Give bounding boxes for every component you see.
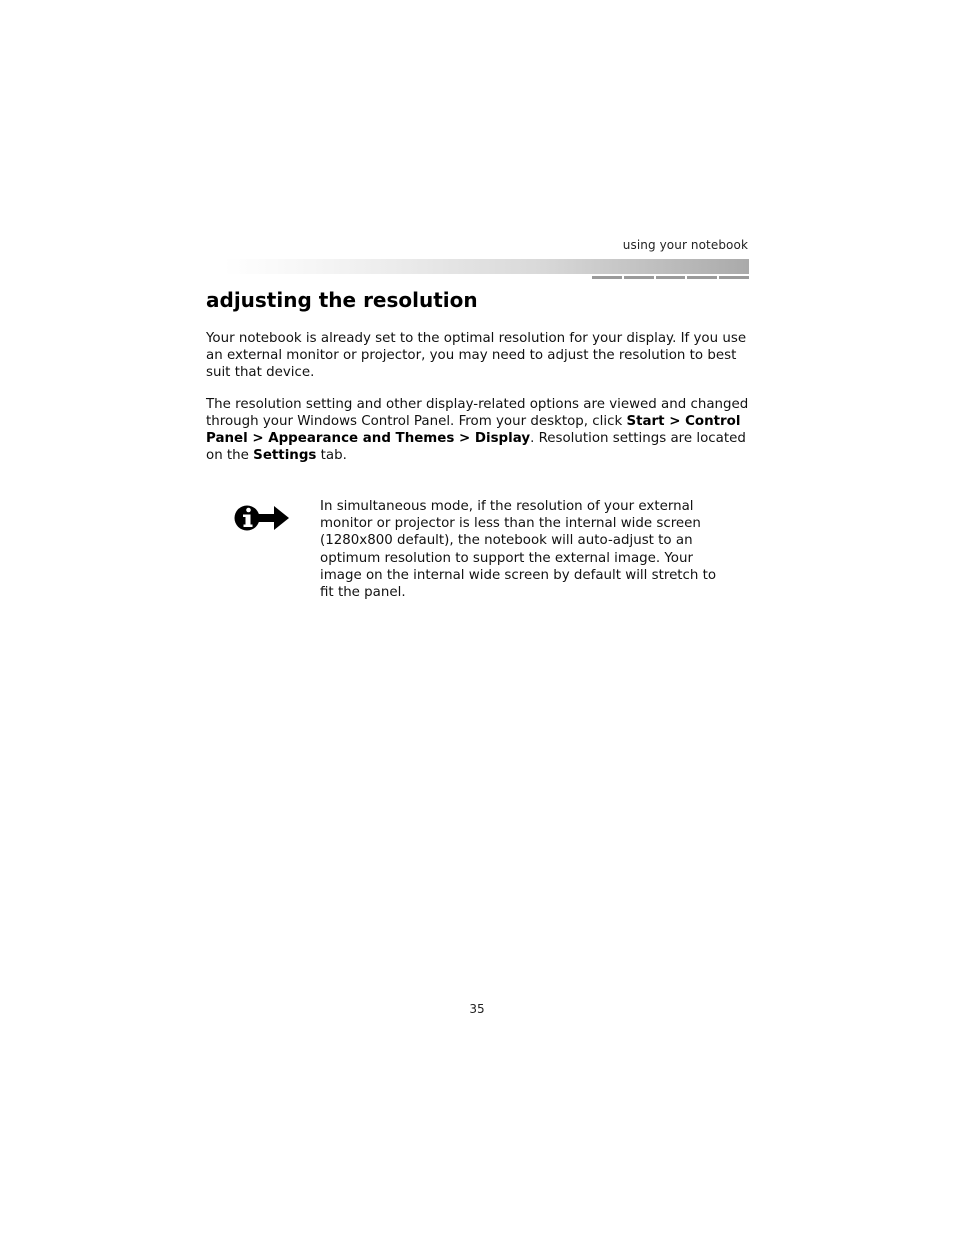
header-segment: [656, 276, 686, 279]
instructions-text-1: The resolution setting and other display-related options are viewed and changed through your Windows Control Panel. From your desktop, click: [206, 397, 749, 429]
header-segment: [719, 276, 749, 279]
menu-path: Start > Control Panel > Appearance and Themes > Display: [206, 414, 741, 446]
running-header: using your notebook: [622, 238, 748, 252]
note-text: In simultaneous mode, if the resolution of your external monitor or projector is less than the internal wide screen (1280x800 default), the notebook will auto-adjust to an optimum resolution to support the external image. Your image on the internal wide screen by default will stretch to fit the panel.: [320, 499, 717, 601]
settings-tab-name: Settings: [253, 448, 317, 463]
info-arrow-icon: [234, 502, 290, 534]
header-segment: [687, 276, 717, 279]
header-segment-rule: [592, 276, 749, 279]
instructions-paragraph: [206, 396, 751, 464]
intro-paragraph: Your notebook is already set to the optimal resolution for your display. If you use an external monitor or projector, you may need to adjust the resolution to best suit that device.: [206, 331, 747, 380]
header-gradient-bar: [224, 259, 749, 274]
instructions-text-3: tab.: [316, 448, 347, 463]
page-number: 35: [469, 1002, 485, 1016]
page-title: adjusting the resolution: [206, 288, 478, 312]
header-segment: [592, 276, 622, 279]
instructions-text-2: . Resolution settings are located on the: [206, 431, 746, 463]
header-segment: [624, 276, 654, 279]
